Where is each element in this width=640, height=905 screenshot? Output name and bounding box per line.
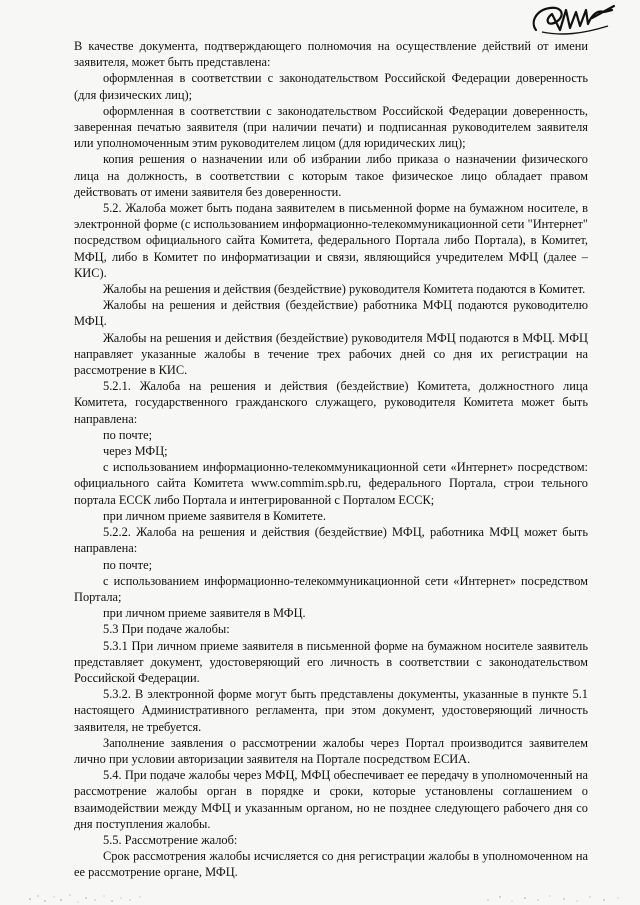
paragraph: Срок рассмотрения жалобы исчисляется со дня регистрации жалобы в уполномоченном на ее рассмотрение органе, МФЦ. [74,849,588,880]
paragraph-list-item: по почте; [103,557,153,572]
paragraph-section-5-2-1: 5.2.1. Жалоба на решения и действия (бездействие) Комитета, должностного лица Комитета, государственного гражданского служащего, руководителя Комитета может быть направлена: [74,379,588,426]
paragraph-list-item: копия решения о назначении или об избрании либо приказа о назначении физического лица на должность, в соответствии с которым такое физическое лицо обладает правом действовать от имени заявителя без доверенности. [74,152,588,199]
handwritten-signature [522,0,622,42]
paragraph: Заполнение заявления о рассмотрении жалобы через Портал производится заявителем лично при условии авторизации заявителя на Портале посредством ЕСИА. [74,735,588,766]
paragraph-section-5-3-1: 5.3.1 При личном приеме заявителя в письменной форме на бумажном носителе заявитель представляет документ, удостоверяющий его личность в соответствии с законодательством Российской Федерации. [74,638,588,685]
scan-noise [480,885,630,905]
scan-noise [20,885,160,905]
paragraph-section-5-4: 5.4. При подаче жалобы через МФЦ, МФЦ обеспечивает ее передачу в уполномоченный на рассмотрение жалобы орган в порядке и сроки, которые установлены соглашением о взаимодействии между МФЦ и указанным органом, но не позднее следующего рабочего дня со дня поступления жалобы. [74,768,588,831]
paragraph-intro: В качестве документа, подтверждающего полномочия на осуществление действий от имени заявителя, может быть представлена: [74,39,588,70]
paragraph: Жалобы на решения и действия (бездействие) руководителя МФЦ подаются в МФЦ. МФЦ направляет указанные жалобы в течение трех рабочих дней со дня их регистрации на рассмотрение в КИС. [74,330,588,378]
paragraph-list-item: через МФЦ; [103,444,168,459]
paragraph: Жалобы на решения и действия (бездействие) работника МФЦ подаются руководителю МФЦ. [74,298,588,329]
paragraph-list-item: по почте; [103,427,153,442]
paragraph-section-5-3-2: 5.3.2. В электронной форме могут быть представлены документы, указанные в пункте 5.1 настоящего Административного регламента, при этом документ, удостоверяющий личность заявителя, не требуется. [74,687,588,734]
paragraph-list-item: с использованием информационно-телекоммуникационной сети «Интернет» посредством: официального сайта Комитета www.commim.spb.ru, федерального Портала, строи тельного портала ЕССК либо Портала и интегрированной с Порталом ЕССК; [74,460,588,507]
paragraph-list-item: при личном приеме заявителя в МФЦ. [103,606,306,621]
paragraph-list-item: оформленная в соответствии с законодательством Российской Федерации доверенность (для физических лиц); [74,71,588,102]
paragraph-list-item: оформленная в соответствии с законодательством Российской Федерации доверенность, заверенная печатью заявителя (при наличии печати) и подписанная руководителем заявителя или уполномоченным этим руководителем лицом (для юридических лиц); [74,103,588,151]
paragraph-section-5-5: 5.5. Рассмотрение жалоб: [103,832,238,847]
paragraph-section-5-3: 5.3 При подаче жалобы: [103,622,230,637]
document-body [74,38,588,881]
paragraph: Жалобы на решения и действия (бездействие) руководителя Комитета подаются в Комитет. [103,282,586,297]
paragraph-list-item: с использованием информационно-телекоммуникационной сети «Интернет» посредством Портала; [74,573,588,604]
paragraph-list-item: при личном приеме заявителя в Комитете. [103,508,326,523]
paragraph-section-5-2: 5.2. Жалоба может быть подана заявителем в письменной форме на бумажном носителе, в электронной форме (с использованием информационно-телекоммуникационной сети "Интернет" посредством официального сайта Комитета, федерального Портала либо Портала), в Комитет, МФЦ, либо в Комитет по информатизации и связи, являющийся учредителем МФЦ (далее – КИС). [74,201,588,280]
paragraph-section-5-2-2: 5.2.2. Жалоба на решения и действия (бездействие) МФЦ, работника МФЦ может быть направлена: [74,525,588,556]
